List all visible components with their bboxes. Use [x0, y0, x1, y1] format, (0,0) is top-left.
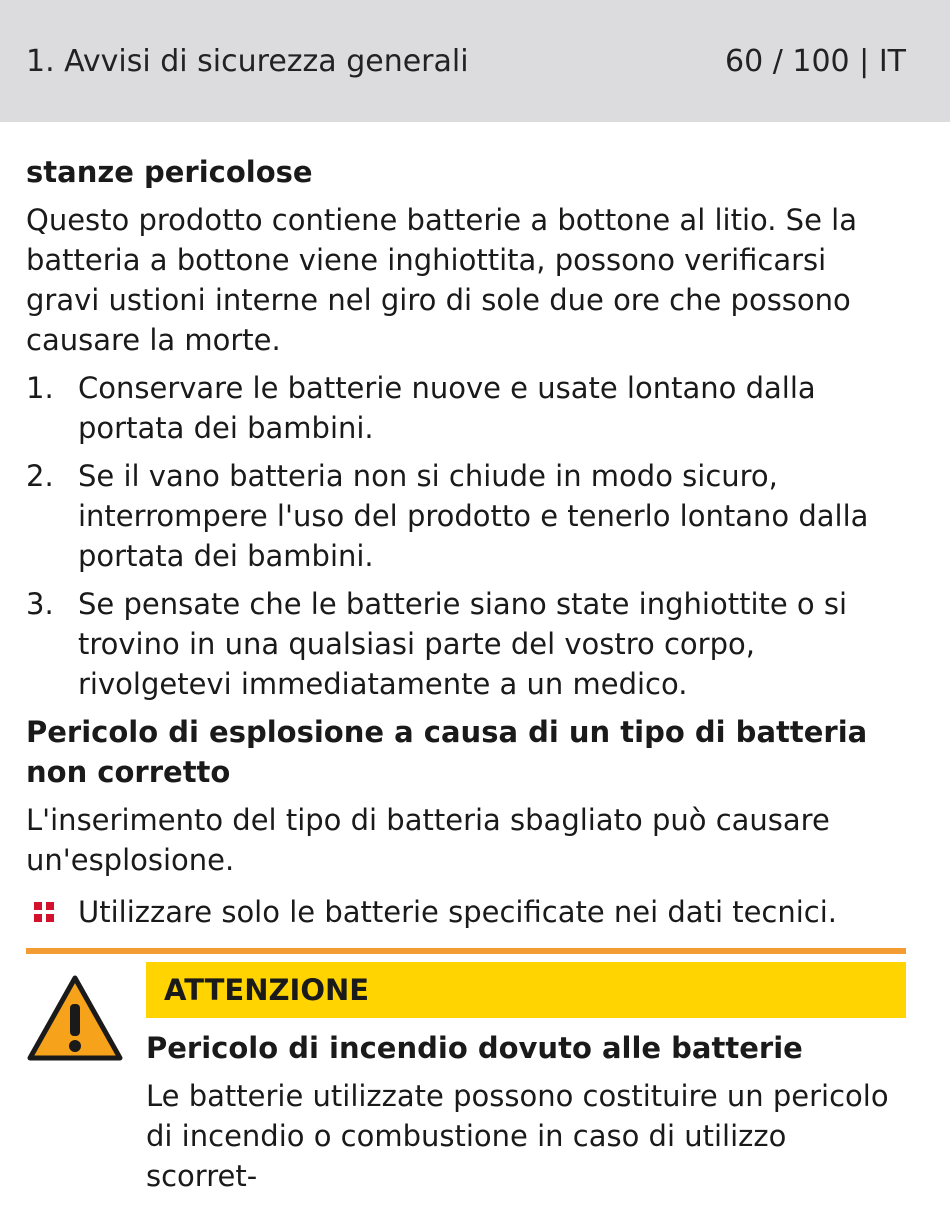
- list-number: 1.: [26, 371, 54, 405]
- explosion-heading: Pericolo di esplosione a causa di un tipo di batteria non corretto: [26, 715, 868, 789]
- instruction-bullet: [26, 892, 906, 932]
- explosion-paragraph: L'inserimento del tipo di batteria sbagliato può causare un'esplosione.: [26, 803, 830, 877]
- list-item: [26, 456, 906, 576]
- page-header: [0, 0, 950, 122]
- page-number: 60 / 100 | IT: [725, 43, 906, 79]
- section-title: 1. Avvisi di sicurezza generali: [26, 43, 469, 79]
- warning-title: Pericolo di incendio dovuto alle batterie: [146, 1031, 803, 1065]
- list-number: 3.: [26, 587, 54, 621]
- document-body: [0, 122, 950, 1196]
- warning-triangle-icon: [26, 962, 146, 1196]
- bullet-text: Utilizzare solo le batterie specificate nei dati tecnici.: [78, 895, 838, 929]
- warning-box: [26, 962, 906, 1196]
- list-text: Se pensate che le batterie siano state inghiottite o si trovino in una qualsiasi parte del vostro corpo, rivolgetevi immediatamente a un medico.: [78, 587, 848, 701]
- list-number: 2.: [26, 459, 54, 493]
- list-item: [26, 584, 906, 704]
- list-text: Conservare le batterie nuove e usate lontano dalla portata dei bambini.: [78, 371, 816, 445]
- action-bullet-icon: [26, 902, 78, 922]
- warning-divider: [26, 948, 906, 954]
- list-text: Se il vano batteria non si chiude in modo sicuro, interrompere l'uso del prodotto e tenerlo lontano dalla portata dei bambini.: [78, 459, 869, 573]
- intro-paragraph: Questo prodotto contiene batterie a bottone al litio. Se la batteria a bottone viene inghiottita, possono verificarsi gravi ustioni interne nel giro di sole due ore che possono causare la morte.: [26, 203, 857, 357]
- numbered-list: [26, 368, 906, 704]
- warning-label: ATTENZIONE: [146, 962, 906, 1018]
- warning-text: Le batterie utilizzate possono costituire un pericolo di incendio o combustione in caso di utilizzo scorret-: [146, 1079, 889, 1193]
- section-heading: stanze pericolose: [26, 155, 313, 189]
- list-item: [26, 368, 906, 448]
